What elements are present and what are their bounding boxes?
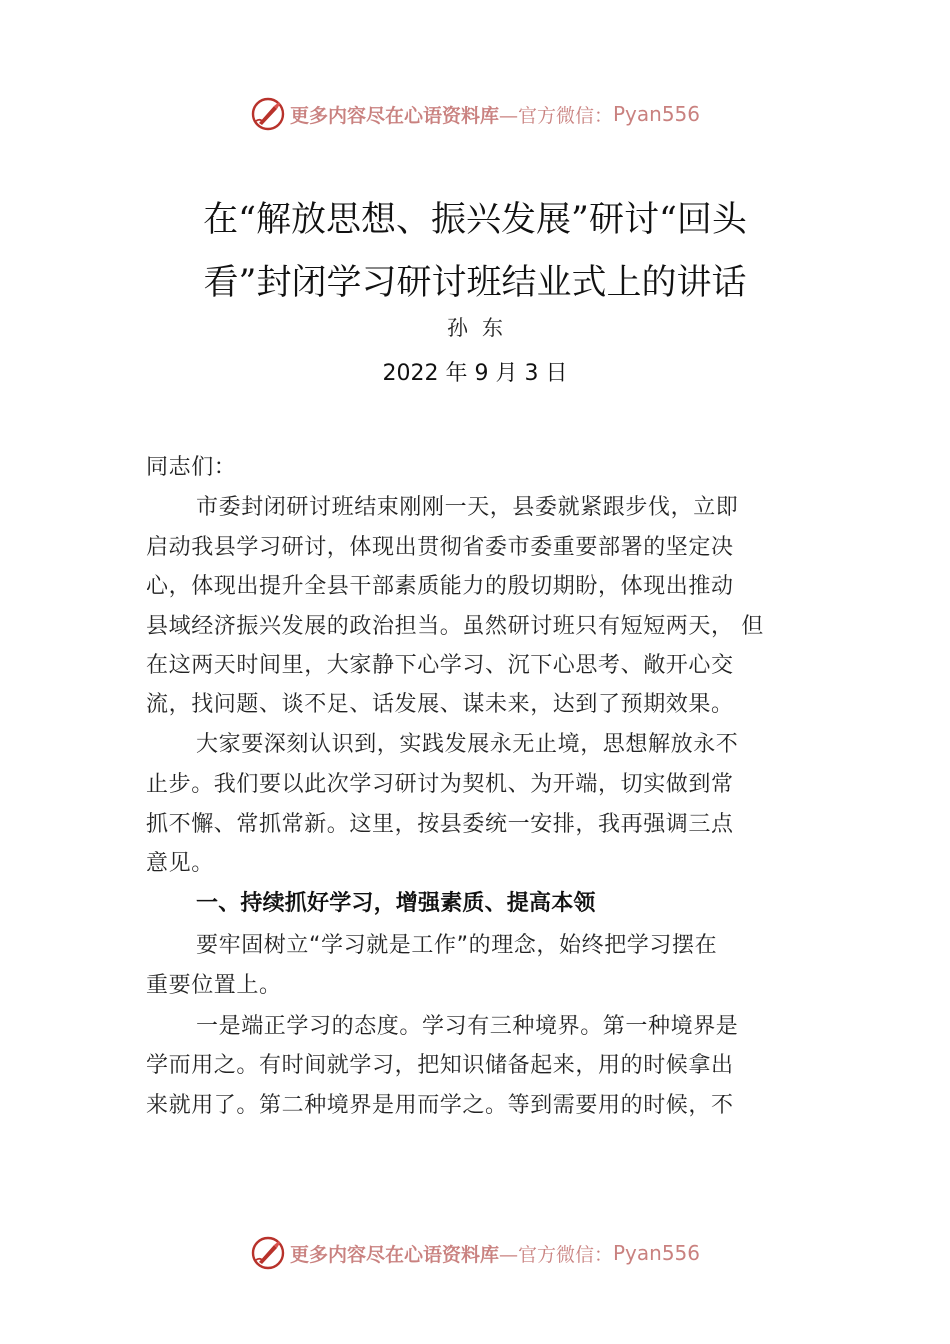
- body-line: 意见。: [146, 851, 214, 876]
- pen-logo-icon: [250, 96, 286, 132]
- body-line: 抓不懈、常抓常新。这里，按县委统一安排，我再强调三点: [146, 812, 734, 837]
- body-line: 来就用了。第二种境界是用而学之。等到需要用的时候，不: [146, 1093, 734, 1118]
- document-title-line-1: 在“解放思想、振兴发展”研讨“回头: [203, 200, 747, 240]
- banner-main-text: 更多内容尽在心语资料库: [289, 1243, 499, 1266]
- section-heading-1: 一、持续抓好学习，增强素质、提高本领: [196, 891, 596, 916]
- salutation: 同志们：: [146, 455, 237, 480]
- body-line: 学而用之。有时间就学习，把知识储备起来，用的时候拿出: [146, 1053, 734, 1078]
- author-name: 孙东: [447, 316, 517, 340]
- document-title-line-2: 看”封闭学习研讨班结业式上的讲话: [203, 263, 747, 303]
- body-line: 流，找问题、谈不足、话发展、谋未来，达到了预期效果。: [146, 692, 734, 717]
- banner-wechat-id: Pyan556: [613, 102, 701, 126]
- banner-wechat-id: Pyan556: [613, 1241, 701, 1265]
- pen-logo-icon: [250, 1235, 286, 1271]
- speech-date: 2022 年 9 月 3 日: [382, 361, 568, 386]
- banner-sub-text: —官方微信：: [498, 104, 613, 127]
- body-line: 一是端正学习的态度。学习有三种境界。第一种境界是: [196, 1014, 739, 1039]
- body-line: 启动我县学习研讨，体现出贯彻省委市委重要部署的坚定决: [146, 535, 734, 560]
- body-line: 大家要深刻认识到，实践发展永无止境，思想解放永不: [196, 732, 739, 757]
- body-line: 在这两天时间里，大家静下心学习、沉下心思考、敞开心交: [146, 653, 734, 678]
- body-line: 心，体现出提升全县干部素质能力的殷切期盼，体现出推动: [146, 574, 734, 599]
- banner-sub-text: —官方微信：: [498, 1243, 613, 1266]
- top-watermark-banner: [0, 92, 950, 136]
- banner-main-text: 更多内容尽在心语资料库: [289, 104, 499, 127]
- bottom-watermark-banner: [0, 1231, 950, 1275]
- body-line: 要牢固树立“学习就是工作”的理念，始终把学习摆在: [196, 933, 718, 958]
- body-line: 重要位置上。: [146, 973, 282, 998]
- body-line: 止步。我们要以此次学习研讨为契机、为开端，切实做到常: [146, 772, 734, 797]
- body-line: 市委封闭研讨班结束刚刚一天，县委就紧跟步伐，立即: [196, 495, 739, 520]
- body-line: 县域经济振兴发展的政治担当。虽然研讨班只有短短两天， 但: [146, 614, 764, 639]
